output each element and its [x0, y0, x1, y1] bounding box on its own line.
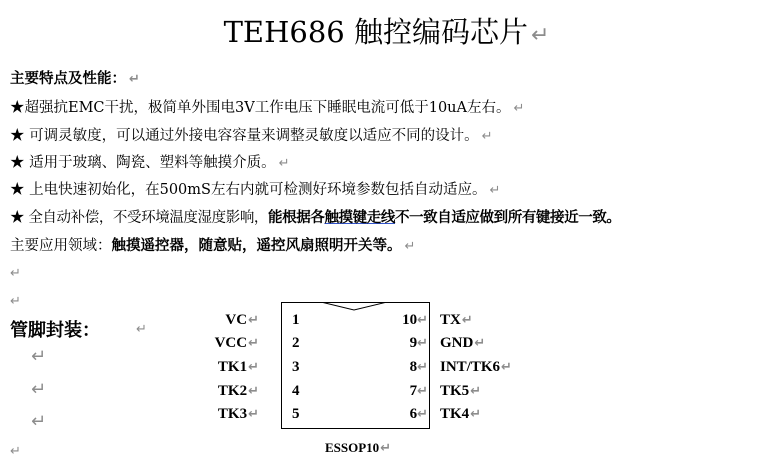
return-mark-icon: ↵ — [417, 313, 428, 328]
pin-number: 7↵ — [409, 383, 428, 399]
return-mark-icon: ↵ — [501, 360, 512, 375]
feature-item-2 — [10, 124, 493, 145]
features-heading-text: 主要特点及性能： — [10, 70, 126, 87]
star-icon: ★ — [10, 155, 25, 171]
return-mark-icon: ↵ — [417, 360, 428, 375]
return-mark-icon: ↵ — [248, 336, 259, 351]
return-mark-icon: ↵ — [248, 360, 259, 375]
pin-label-right: INT/TK6↵ — [440, 359, 512, 375]
feature-item-1 — [10, 96, 524, 117]
features-heading — [10, 67, 140, 88]
return-mark-icon: ↵ — [10, 266, 21, 281]
return-mark-icon: ↵ — [417, 336, 428, 351]
star-icon: ★ — [10, 182, 25, 198]
return-mark-icon: ↵ — [248, 384, 259, 399]
pin-number: 3 — [292, 359, 300, 375]
feature-text: 可调灵敏度，可以通过外接电容容量来调整灵敏度以适应不同的设计。 — [24, 128, 479, 144]
feature-text-bold: 不一致自适应做到所有键接近一致。 — [394, 209, 621, 226]
feature-item-5 — [10, 206, 621, 227]
return-mark-icon: ↵ — [248, 407, 259, 422]
chip-notch-icon — [320, 302, 390, 312]
pin-number: 1 — [292, 312, 300, 328]
feature-text: 上电快速初始化，在500mS左右内就可检测好环境参数包括自动适应。 — [24, 182, 487, 198]
pin-label-left: TK1↵ — [217, 359, 259, 375]
pin-label-right: GND↵ — [440, 335, 486, 351]
pin-number: 8↵ — [409, 359, 428, 375]
document-title — [0, 10, 773, 51]
return-mark-icon: ↵ — [248, 313, 259, 328]
package-heading — [10, 316, 100, 342]
pin-label-left: VC↵ — [225, 312, 259, 328]
pin-number: 5 — [292, 406, 300, 422]
return-mark-icon: ↵ — [474, 336, 486, 351]
title-text: TEH686 触控编码芯片 — [223, 15, 528, 49]
return-mark-icon: ↵ — [31, 411, 47, 432]
feature-text-bold: 能根据各 — [268, 209, 325, 226]
pin-label-left: TK3↵ — [217, 406, 259, 422]
return-mark-icon: ↵ — [417, 384, 428, 399]
feature-text-underlined: 触摸键走线 — [324, 209, 395, 226]
return-mark-icon: ↵ — [470, 407, 482, 422]
return-mark-icon: ↵ — [489, 183, 501, 198]
star-icon: ★ — [10, 100, 25, 116]
return-mark-icon: ↵ — [481, 129, 493, 144]
pin-label-right: TX↵ — [440, 312, 473, 328]
pin-label-left: TK2↵ — [217, 383, 259, 399]
pin-number: 6↵ — [409, 406, 428, 422]
return-mark-icon: ↵ — [470, 384, 482, 399]
return-mark-icon: ↵ — [278, 156, 290, 171]
feature-text: 适用于玻璃、陶瓷、塑料等触摸介质。 — [24, 155, 276, 171]
return-mark-icon: ↵ — [136, 322, 147, 337]
applications-line — [10, 234, 415, 255]
return-mark-icon: ↵ — [417, 407, 428, 422]
pin-number: 10↵ — [402, 312, 428, 328]
return-mark-icon: ↵ — [380, 441, 392, 456]
return-mark-icon: ↵ — [530, 23, 550, 48]
feature-text: 超强抗EMC干扰，极简单外围电3V工作电压下睡眠电流可低于10uA左右。 — [24, 100, 511, 116]
pin-label-left: VCC↵ — [214, 335, 259, 351]
return-mark-icon: ↵ — [10, 294, 21, 309]
applications-text: 触摸遥控器，随意贴，遥控风扇照明开关等。 — [111, 237, 402, 254]
pin-number: 4 — [292, 383, 300, 399]
pin-label-right: TK4↵ — [440, 406, 482, 422]
feature-item-3 — [10, 151, 290, 172]
feature-text: 全自动补偿，不受环境温度湿度影响， — [24, 210, 269, 226]
star-icon: ★ — [10, 128, 25, 144]
star-icon: ★ — [10, 210, 25, 226]
return-mark-icon: ↵ — [31, 379, 47, 400]
return-mark-icon: ↵ — [404, 239, 416, 254]
applications-label: 主要应用领域： — [10, 238, 112, 254]
return-mark-icon: ↵ — [10, 444, 21, 459]
package-heading-text: 管脚封装： — [10, 320, 100, 341]
pin-label-right: TK5↵ — [440, 383, 482, 399]
feature-item-4 — [10, 178, 500, 199]
return-mark-icon: ↵ — [513, 101, 525, 116]
return-mark-icon: ↵ — [129, 72, 140, 87]
return-mark-icon: ↵ — [31, 346, 47, 367]
pin-number: 2 — [292, 335, 300, 351]
pin-number: 9↵ — [409, 335, 428, 351]
return-mark-icon: ↵ — [461, 313, 473, 328]
package-name: ESSOP10↵ — [325, 440, 392, 456]
